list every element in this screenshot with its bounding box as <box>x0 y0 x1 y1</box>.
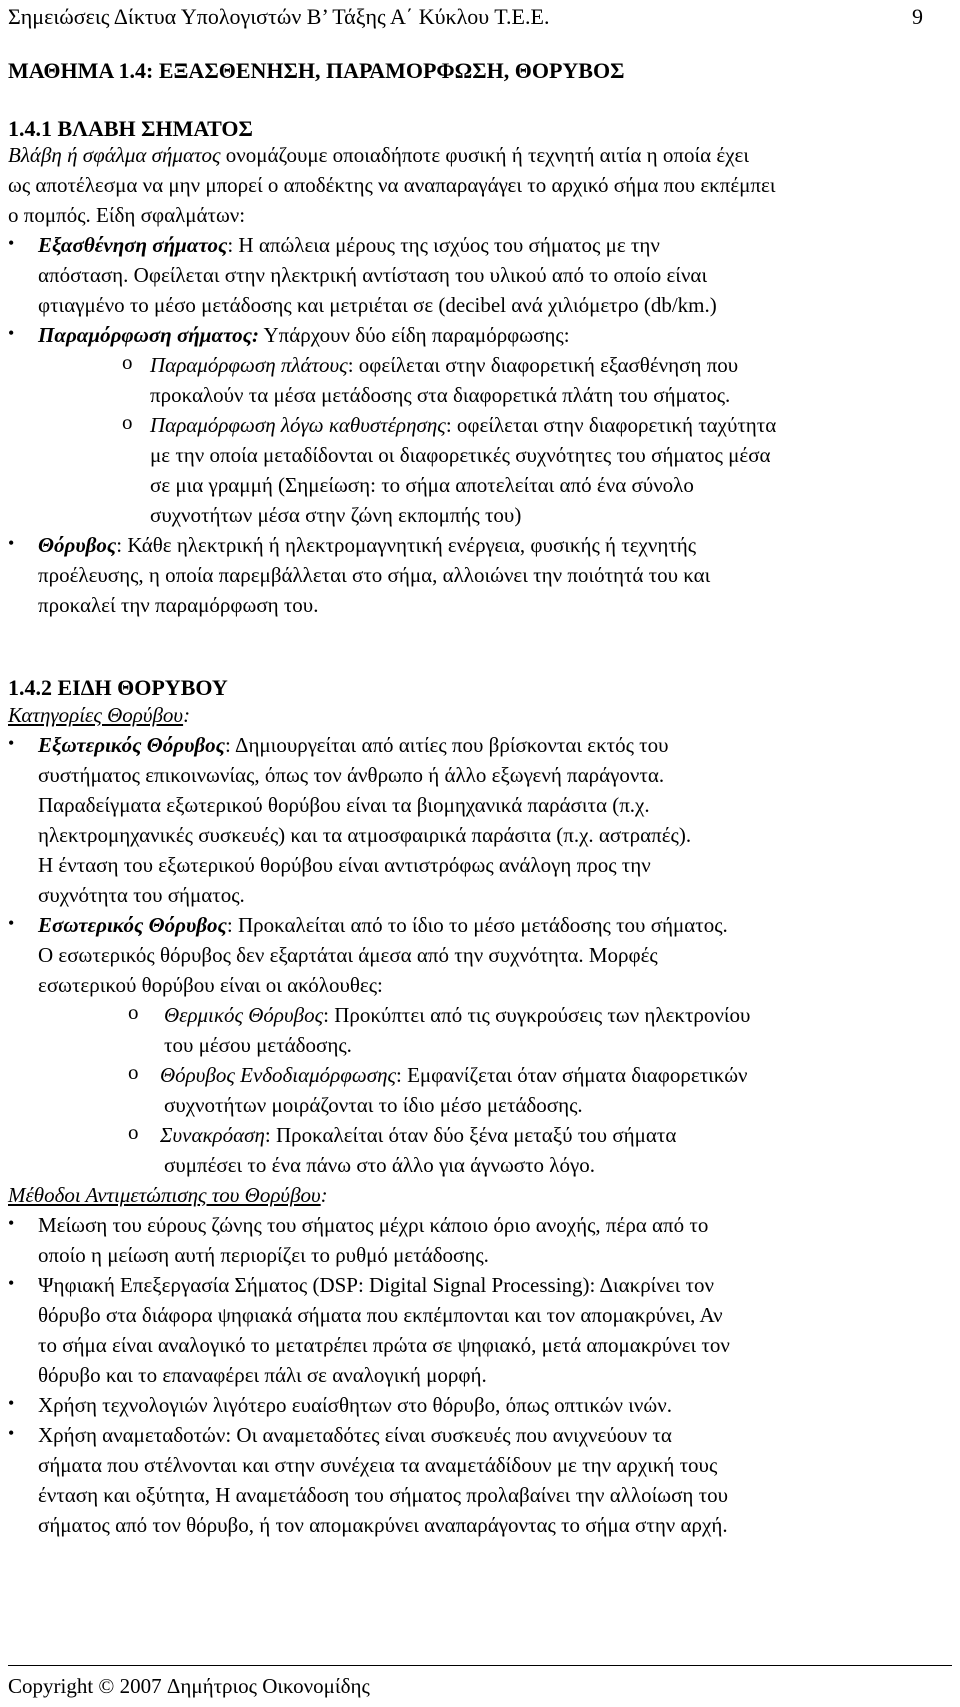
sub-amplitude-line-1: Παραμόρφωση πλάτους: οφείλεται στην διαφορετική εξασθένηση που <box>150 353 739 377</box>
sub-bullet-icon: o <box>128 1060 139 1084</box>
bullet-attenuation-line-3: φτιαγμένο το μέσο μετάδοσης και μετριέται σε (decibel ανά χιλιόμετρο (db/km.) <box>38 293 717 317</box>
thermal-noise-line-2: του μέσου μετάδοσης. <box>164 1033 352 1057</box>
sub-amplitude-line-2: προκαλούν τα μέσα μετάδοσης στα διαφορετικά πλάτη του σήματος. <box>150 383 731 407</box>
method-fiber-line-1: Χρήση τεχνολογιών λιγότερο ευαίσθητων στο θόρυβο, όπως οπτικών ινών. <box>38 1393 672 1417</box>
internal-noise-line-2: Ο εσωτερικός θόρυβος δεν εξαρτάται άμεσα από την συχνότητα. Μορφές <box>38 943 658 967</box>
bullet-icon: • <box>8 913 15 933</box>
external-noise-line-6: συχνότητα του σήματος. <box>38 883 245 907</box>
bullet-icon: • <box>8 1423 15 1443</box>
section-heading-2: 1.4.2 ΕΙΔΗ ΘΟΡΥΒΟΥ <box>8 675 228 700</box>
page-number: 9 <box>912 4 923 29</box>
method-repeaters-line-1: Χρήση αναμεταδοτών: Οι αναμεταδότες είναι συσκευές που ανιχνεύουν τα <box>38 1423 672 1447</box>
external-noise-line-2: συστήματος επικοινωνίας, όπως τον άνθρωπο ή άλλο εξωγενή παράγοντα. <box>38 763 665 787</box>
method-repeaters-line-4: σήματος από τον θόρυβο, ή τον απομακρύνει αναπαράγοντας το σήμα στην αρχή. <box>38 1513 728 1537</box>
term-internal-noise: Εσωτερικός Θόρυβος <box>38 913 227 937</box>
intro-line-2: ως αποτέλεσμα να μην μπορεί ο αποδέκτης να αναπαραγάγει το αρχικό σήμα που εκπέμπει <box>8 173 776 197</box>
bullet-icon: • <box>8 733 15 753</box>
bullet-icon: • <box>8 323 15 343</box>
sub-delay-line-3: σε μια γραμμή (Σημείωση: το σήμα αποτελείται από ένα σύνολο <box>150 473 694 497</box>
sub-delay-line-1: Παραμόρφωση λόγω καθυστέρησης: οφείλεται στην διαφορετική ταχύτητα <box>150 413 777 437</box>
sub-bullet-icon: o <box>122 410 133 434</box>
bullet-noise-line-3: προκαλεί την παραμόρφωση του. <box>38 593 319 617</box>
term-intermod-noise: Θόρυβος Ενδοδιαμόρφωσης <box>160 1063 397 1087</box>
external-noise-line-4: ηλεκτρομηχανικές συσκευές) και τα ατμοσφαιρικά παράσιτα (π.χ. αστραπές). <box>38 823 692 847</box>
method-bandwidth-line-2: οποίο η μείωση αυτή περιορίζει το ρυθμό μετάδοσης. <box>38 1243 489 1267</box>
lesson-title: ΜΑΘΗΜΑ 1.4: ΕΞΑΣΘΕΝΗΣΗ, ΠΑΡΑΜΟΡΦΩΣΗ, ΘΟΡΥΒΟΣ <box>8 58 625 83</box>
method-dsp-line-4: θόρυβο και το επαναφέρει πάλι σε αναλογική μορφή. <box>38 1363 487 1387</box>
term-distortion: Παραμόρφωση σήματος: <box>38 323 259 347</box>
method-dsp-line-2: θόρυβο στα διάφορα ψηφιακά σήματα που εκπέμπονται και τον απομακρύνει, Αν <box>38 1303 723 1327</box>
crosstalk-line-2: συμπέσει το ένα πάνω στο άλλο για άγνωστο λόγο. <box>164 1153 595 1177</box>
noise-methods-label: Μέθοδοι Αντιμετώπισης του Θορύβου: <box>8 1183 328 1207</box>
internal-noise-line-1: Εσωτερικός Θόρυβος: Προκαλείται από το ίδιο το μέσο μετάδοσης του σήματος. <box>38 913 728 937</box>
term-amplitude-distortion: Παραμόρφωση πλάτους <box>150 353 348 377</box>
method-repeaters-line-3: ένταση και οξύτητα, Η αναμετάδοση του σήματος προλαβαίνει την αλλοίωση του <box>38 1483 728 1507</box>
term-external-noise: Εξωτερικός Θόρυβος <box>38 733 226 757</box>
method-repeaters-line-2: σήματα που στέλνονται και στην συνέχεια τα αναμετάδίδουν με την αρχική τους <box>38 1453 718 1477</box>
bullet-icon: • <box>8 533 15 553</box>
bullet-attenuation-line-2: απόσταση. Οφείλεται στην ηλεκτρική αντίσταση του υλικού από το οποίο είναι <box>38 263 708 287</box>
bullet-distortion-line-1: Παραμόρφωση σήματος: Υπάρχουν δύο είδη παραμόρφωσης: <box>38 323 570 347</box>
sub-bullet-icon: o <box>128 1000 139 1024</box>
thermal-noise-line-1: Θερμικός Θόρυβος: Προκύπτει από τις συγκρούσεις των ηλεκτρονίου <box>164 1003 751 1027</box>
sub-bullet-icon: o <box>122 350 133 374</box>
intermod-noise-line-1: Θόρυβος Ενδοδιαμόρφωσης: Εμφανίζεται όταν σήματα διαφορετικών <box>160 1063 748 1087</box>
intro-line-1: Βλάβη ή σφάλμα σήματος ονομάζουμε οποιαδήποτε φυσική ή τεχνητή αιτία η οποία έχει <box>8 143 750 167</box>
method-bandwidth-line-1: Μείωση του εύρους ζώνης του σήματος μέχρι κάποιο όριο ανοχής, πέρα από το <box>38 1213 709 1237</box>
external-noise-line-3: Παραδείγματα εξωτερικού θορύβου είναι τα βιομηχανικά παράσιτα (π.χ. <box>38 793 650 817</box>
bullet-noise-line-2: προέλευσης, η οποία παρεμβάλλεται στο σήμα, αλλοιώνει την ποιότητά του και <box>38 563 711 587</box>
external-noise-line-1: Εξωτερικός Θόρυβος: Δημιουργείται από αιτίες που βρίσκονται εκτός του <box>38 733 669 757</box>
term-delay-distortion: Παραμόρφωση λόγω καθυστέρησης <box>150 413 446 437</box>
bullet-attenuation-line-1: Εξασθένηση σήματος: Η απώλεια μέρους της ισχύος του σήματος με την <box>38 233 660 257</box>
external-noise-line-5: Η ένταση του εξωτερικού θορύβου είναι αντιστρόφως ανάλογη προς την <box>38 853 651 877</box>
bullet-icon: • <box>8 1213 15 1233</box>
crosstalk-line-1: Συνακρόαση: Προκαλείται όταν δύο ξένα μεταξύ του σήματα <box>160 1123 677 1147</box>
footer-copyright: Copyright © 2007 Δημήτριος Οικονομίδης <box>8 1674 370 1698</box>
bullet-icon: • <box>8 1273 15 1293</box>
term-noise: Θόρυβος <box>38 533 117 557</box>
bullet-icon: • <box>8 233 15 253</box>
term-thermal-noise: Θερμικός Θόρυβος <box>164 1003 324 1027</box>
footer-rule <box>8 1665 952 1666</box>
term-attenuation: Εξασθένηση σήματος <box>38 233 228 257</box>
bullet-icon: • <box>8 1393 15 1413</box>
internal-noise-line-3: εσωτερικού θορύβου είναι οι ακόλουθες: <box>38 973 383 997</box>
intermod-noise-line-2: συχνοτήτων μοιράζονται το ίδιο μέσο μετάδοσης. <box>164 1093 583 1117</box>
sub-bullet-icon: o <box>128 1120 139 1144</box>
noise-categories-label: Κατηγορίες Θορύβου: <box>8 703 191 727</box>
sub-delay-line-4: συχνοτήτων μέσα στην ζώνη εκπομπής του) <box>150 503 522 527</box>
method-dsp-line-3: το σήμα είναι αναλογικό το μετατρέπει πρώτα σε ψηφιακό, μετά απομακρύνει τον <box>38 1333 730 1357</box>
term-crosstalk: Συνακρόαση <box>160 1123 265 1147</box>
bullet-noise-line-1: Θόρυβος: Κάθε ηλεκτρική ή ηλεκτρομαγνητική ενέργεια, φυσικής ή τεχνητής <box>38 533 697 557</box>
intro-term: Βλάβη ή σφάλμα σήματος <box>8 143 221 167</box>
section-heading-1: 1.4.1 ΒΛΑΒΗ ΣΗΜΑΤΟΣ <box>8 116 253 141</box>
method-dsp-line-1: Ψηφιακή Επεξεργασία Σήματος (DSP: Digital Signal Processing): Διακρίνει τον <box>38 1273 714 1297</box>
page-header-title: Σημειώσεις Δίκτυα Υπολογιστών Β’ Τάξης Α΄ Κύκλου Τ.Ε.Ε. <box>8 4 550 29</box>
sub-delay-line-2: με την οποία μεταδίδονται οι διαφορετικές συχνότητες του σήματος μέσα <box>150 443 771 467</box>
intro-line-3: ο πομπός. Είδη σφαλμάτων: <box>8 203 246 227</box>
